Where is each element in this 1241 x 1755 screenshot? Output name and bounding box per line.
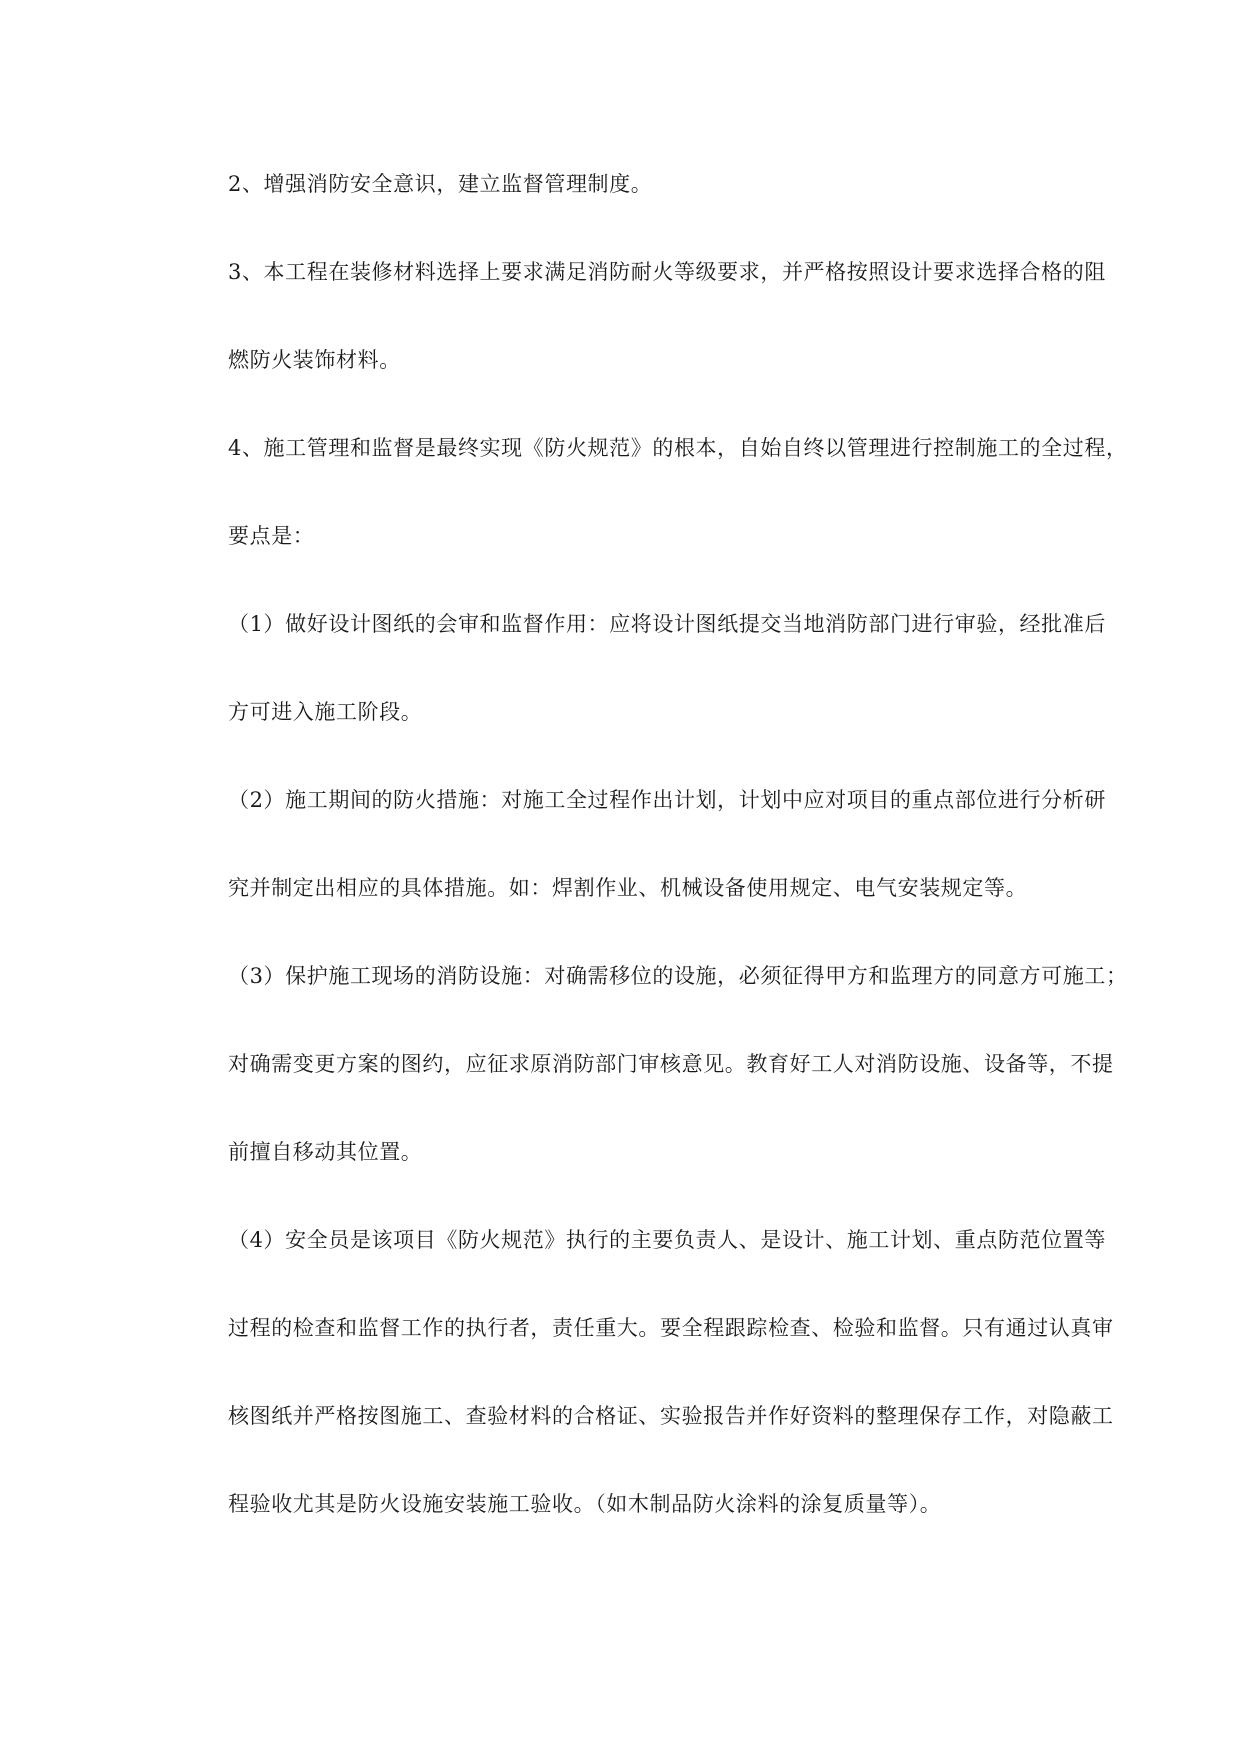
document-body — [228, 170, 1128, 1578]
text-line: 3、本工程在装修材料选择上要求满足消防耐火等级要求，并严格按照设计要求选择合格的阻 — [228, 260, 1106, 284]
text-line: 4、施工管理和监督是最终实现《防火规范》的根本，自始自终以管理进行控制施工的全过程， — [228, 436, 1128, 460]
text-line: 过程的检查和监督工作的执行者，责任重大。要全程跟踪检查、检验和监督。只有通过认真审 — [228, 1316, 1114, 1340]
text-line: 要点是： — [228, 524, 315, 548]
text-line: 2、增强消防安全意识，建立监督管理制度。 — [228, 172, 653, 196]
text-line: 方可进入施工阶段。 — [228, 700, 423, 724]
text-line: （4）安全员是该项目《防火规范》执行的主要负责人、是设计、施工计划、重点防范位置等 — [228, 1228, 1106, 1252]
text-line: 究并制定出相应的具体措施。如：焊割作业、机械设备使用规定、电气安装规定等。 — [228, 876, 1028, 900]
text-line: （3）保护施工现场的消防设施：对确需移位的设施，必须征得甲方和监理方的同意方可施工； — [228, 964, 1128, 988]
text-line: 燃防火装饰材料。 — [228, 348, 401, 372]
text-line: （1）做好设计图纸的会审和监督作用：应将设计图纸提交当地消防部门进行审验，经批准后 — [228, 612, 1106, 636]
text-line: 核图纸并严格按图施工、查验材料的合格证、实验报告并作好资料的整理保存工作，对隐蔽工 — [228, 1404, 1114, 1428]
text-line: （2）施工期间的防火措施：对施工全过程作出计划，计划中应对项目的重点部位进行分析研 — [228, 788, 1106, 812]
text-line: 对确需变更方案的图约，应征求原消防部门审核意见。教育好工人对消防设施、设备等，不提 — [228, 1052, 1114, 1076]
text-line: 前擅自移动其位置。 — [228, 1140, 423, 1164]
text-line: 程验收尤其是防火设施安装施工验收。（如木制品防火涂料的涂复质量等）。 — [228, 1492, 942, 1516]
